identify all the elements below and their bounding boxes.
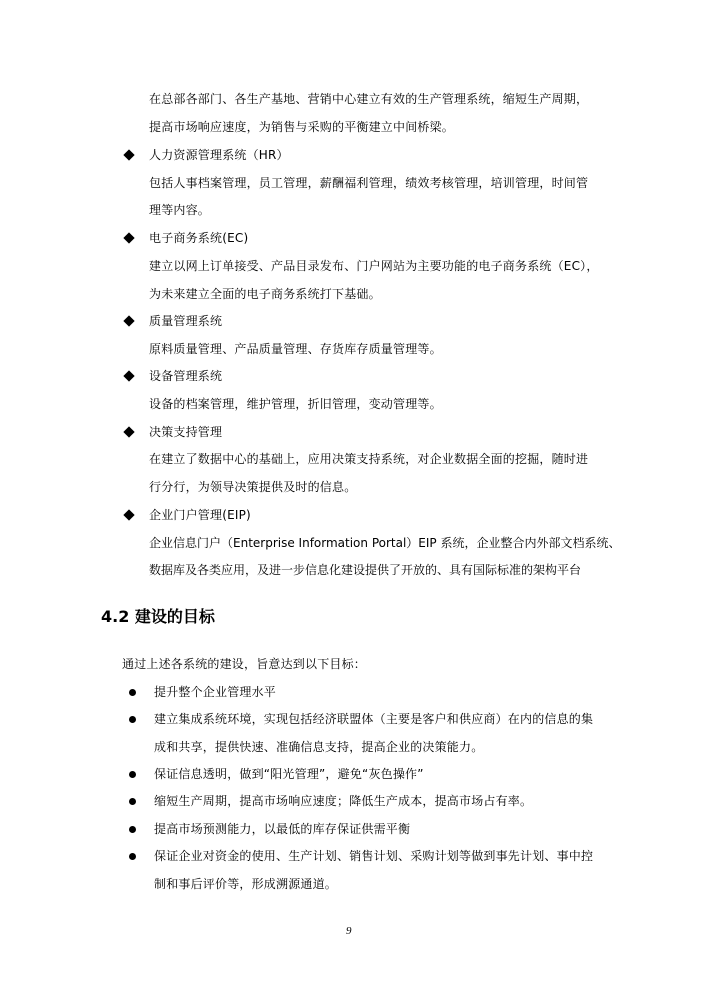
bullet-dot-icon bbox=[129, 798, 136, 805]
bullet-dot-icon bbox=[129, 826, 136, 833]
system-desc: 设备的档案管理，维护管理，折旧管理，变动管理等。 bbox=[149, 397, 442, 411]
diamond-bullet-icon bbox=[123, 232, 134, 243]
goal-item: 提高市场预测能力，以最低的库存保证供需平衡 bbox=[154, 822, 411, 836]
diamond-bullet-icon bbox=[123, 426, 134, 437]
goal-item: 提升整个企业管理水平 bbox=[154, 685, 277, 699]
goal-item: 建立集成系统环境，实现包括经济联盟体（主要是客户和供应商）在内的信息的集 bbox=[154, 712, 594, 726]
section-intro: 通过上述各系统的建设，旨意达到以下目标： bbox=[122, 657, 367, 671]
system-title: 人力资源管理系统（HR） bbox=[149, 148, 289, 162]
system-desc: 包括人事档案管理，员工管理，薪酬福利管理，绩效考核管理，培训管理，时间管 bbox=[149, 176, 589, 190]
goal-item: 制和事后评价等，形成溯源通道。 bbox=[154, 877, 338, 891]
section-heading: 4.2 建设的目标 bbox=[101, 607, 215, 626]
bullet-dot-icon bbox=[129, 689, 136, 696]
system-desc: 为未来建立全面的电子商务系统打下基础。 bbox=[149, 287, 381, 301]
system-desc: 原料质量管理、产品质量管理、存货库存质量管理等。 bbox=[149, 342, 442, 356]
system-desc: 企业信息门户（Enterprise Information Portal）EIP 系统，企业整合内外部文档系统、 bbox=[149, 536, 621, 550]
paragraph-line: 提高市场响应速度，为销售与采购的平衡建立中间桥梁。 bbox=[149, 120, 455, 134]
system-title: 电子商务系统(EC) bbox=[149, 231, 249, 245]
diamond-bullet-icon bbox=[123, 315, 134, 326]
system-desc: 建立以网上订单接受、产品目录发布、门户网站为主要功能的电子商务系统（EC）， bbox=[149, 259, 599, 273]
bullet-dot-icon bbox=[129, 853, 136, 860]
diamond-bullet-icon bbox=[123, 370, 134, 381]
system-desc: 行分行，为领导决策提供及时的信息。 bbox=[149, 480, 357, 494]
system-desc: 在建立了数据中心的基础上，应用决策支持系统，对企业数据全面的挖掘，随时进 bbox=[149, 452, 589, 466]
goal-item: 缩短生产周期，提高市场响应速度；降低生产成本，提高市场占有率。 bbox=[154, 794, 533, 808]
system-title: 质量管理系统 bbox=[149, 314, 223, 328]
system-title: 决策支持管理 bbox=[149, 425, 223, 439]
system-desc: 数据库及各类应用，及进一步信息化建设提供了开放的、具有国际标准的架构平台 bbox=[149, 563, 582, 577]
goal-item: 保证企业对资金的使用、生产计划、销售计划、采购计划等做到事先计划、事中控 bbox=[154, 849, 594, 863]
system-desc: 理等内容。 bbox=[149, 203, 211, 217]
diamond-bullet-icon bbox=[123, 509, 134, 520]
bullet-dot-icon bbox=[129, 716, 136, 723]
paragraph-line: 在总部各部门、各生产基地、营销中心建立有效的生产管理系统，缩短生产周期， bbox=[149, 92, 589, 106]
page-number: 9 bbox=[346, 925, 352, 937]
diamond-bullet-icon bbox=[123, 149, 134, 160]
system-title: 企业门户管理(EIP) bbox=[149, 508, 251, 522]
goal-item: 保证信息透明，做到“阳光管理”，避免“灰色操作” bbox=[154, 767, 424, 781]
system-title: 设备管理系统 bbox=[149, 369, 223, 383]
bullet-dot-icon bbox=[129, 771, 136, 778]
goal-item: 成和共享，提供快速、准确信息支持，提高企业的决策能力。 bbox=[154, 740, 484, 754]
